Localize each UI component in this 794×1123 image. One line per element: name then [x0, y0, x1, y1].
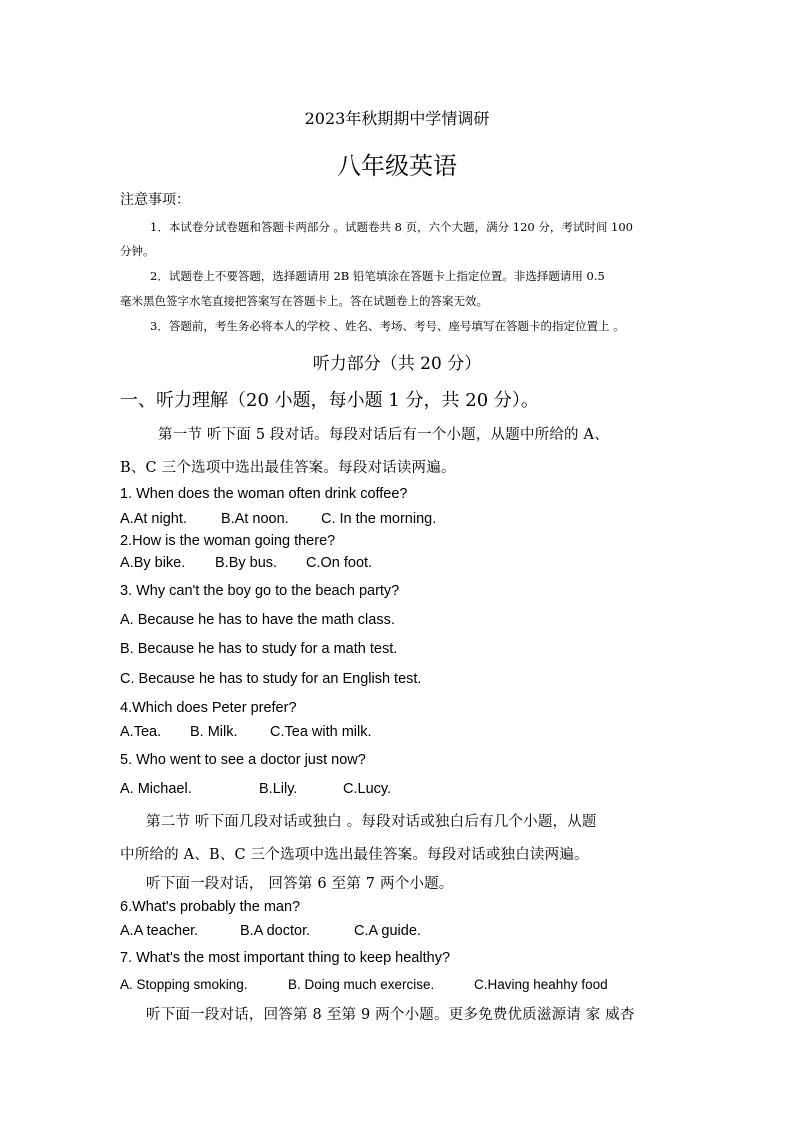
- option-b: B.At noon.: [221, 511, 289, 527]
- exam-subtitle: 2023年秋期期中学情调研: [304, 109, 490, 128]
- option-b: B. Doing much exercise.: [288, 977, 435, 992]
- section-two-instruction-cont: 中所给的 A、B、C 三个选项中选出最佳答案。每段对话或独白读两遍。: [120, 847, 589, 863]
- notice-item-3: 3．答题前，考生务必将本人的学校 、姓名、考场、考号、座号填写在答题卡的指定位置上 。: [150, 319, 625, 333]
- option-c: C.Having heahhy food: [474, 977, 608, 992]
- notice-item-2-cont: 毫米黑色签字水笔直接把答案写在答题卡上。答在试题卷上的答案无效。: [120, 294, 488, 308]
- exam-title: 八年级英语: [337, 152, 457, 180]
- notice-item-1: 1．本试卷分试卷题和答题卡两部分 。试题卷共 8 页，六个大题，满分 120 分，考试时间 100: [150, 220, 633, 234]
- notice-item-1-cont: 分钟。: [120, 244, 155, 258]
- question-3-option-b: B. Because he has to study for a math test.: [120, 641, 398, 657]
- question-1: 1. When does the woman often drink coffee?: [120, 486, 408, 502]
- question-2: 2.How is the woman going there?: [120, 533, 336, 549]
- question-5-options: [120, 781, 391, 797]
- option-b: B.A doctor.: [240, 923, 311, 939]
- section-two-instruction: 第二节 听下面几段对话或独白 。每段对话或独白后有几个小题，从题: [146, 814, 597, 830]
- notice-heading: 注意事项：: [120, 192, 190, 208]
- dialog-instruction-8-9: 听下面一段对话，回答第 8 至第 9 两个小题。更多免费优质滋源请 家 威杏: [146, 1007, 635, 1023]
- option-a: A. Michael.: [120, 781, 192, 797]
- question-3-option-c: C. Because he has to study for an English test.: [120, 671, 422, 687]
- option-c: C.Tea with milk.: [270, 724, 372, 740]
- question-2-options: [120, 555, 372, 571]
- notice-item-2: 2．试题卷上不要答题，选择题请用 2B 铅笔填涂在答题卡上指定位置。非选择题请用 0.5: [150, 269, 605, 283]
- option-c: C.On foot.: [306, 555, 373, 571]
- question-7-options: [120, 977, 608, 992]
- listening-part-title: 听力部分（共 20 分）: [312, 354, 482, 374]
- option-a: A.By bike.: [120, 555, 186, 571]
- option-a: A.Tea.: [120, 724, 162, 740]
- option-b: B.By bus.: [215, 555, 278, 571]
- question-6: 6.What's probably the man?: [120, 899, 301, 915]
- question-6-options: [120, 923, 421, 939]
- option-c: C.A guide.: [354, 923, 421, 939]
- question-1-options: [120, 511, 436, 527]
- option-a: A. Stopping smoking.: [120, 977, 248, 992]
- option-a: A.A teacher.: [120, 923, 199, 939]
- question-7: 7. What's the most important thing to keep healthy?: [120, 950, 451, 966]
- question-4: 4.Which does Peter prefer?: [120, 700, 297, 716]
- option-a: A.At night.: [120, 511, 187, 527]
- question-5: 5. Who went to see a doctor just now?: [120, 752, 366, 768]
- question-3: 3. Why can't the boy go to the beach party?: [120, 583, 400, 599]
- option-c: C.Lucy.: [343, 781, 392, 797]
- question-3-option-a: A. Because he has to have the math class.: [120, 612, 395, 628]
- section-one-instruction-cont: B、C 三个选项中选出最佳答案。每段对话读两遍。: [120, 460, 456, 476]
- section-one-instruction: 第一节 听下面 5 段对话。每段对话后有一个小题，从题中所给的 A、: [158, 427, 609, 443]
- section-one-title: 一、听力理解（20 小题，每小题 1 分，共 20 分）。: [120, 390, 539, 411]
- option-b: B. Milk.: [190, 724, 238, 740]
- option-c: C. In the morning.: [321, 511, 437, 527]
- question-4-options: [120, 724, 372, 740]
- dialog-instruction-6-7: 听下面一段对话， 回答第 6 至第 7 两个小题。: [146, 876, 454, 892]
- option-b: B.Lily.: [259, 781, 298, 797]
